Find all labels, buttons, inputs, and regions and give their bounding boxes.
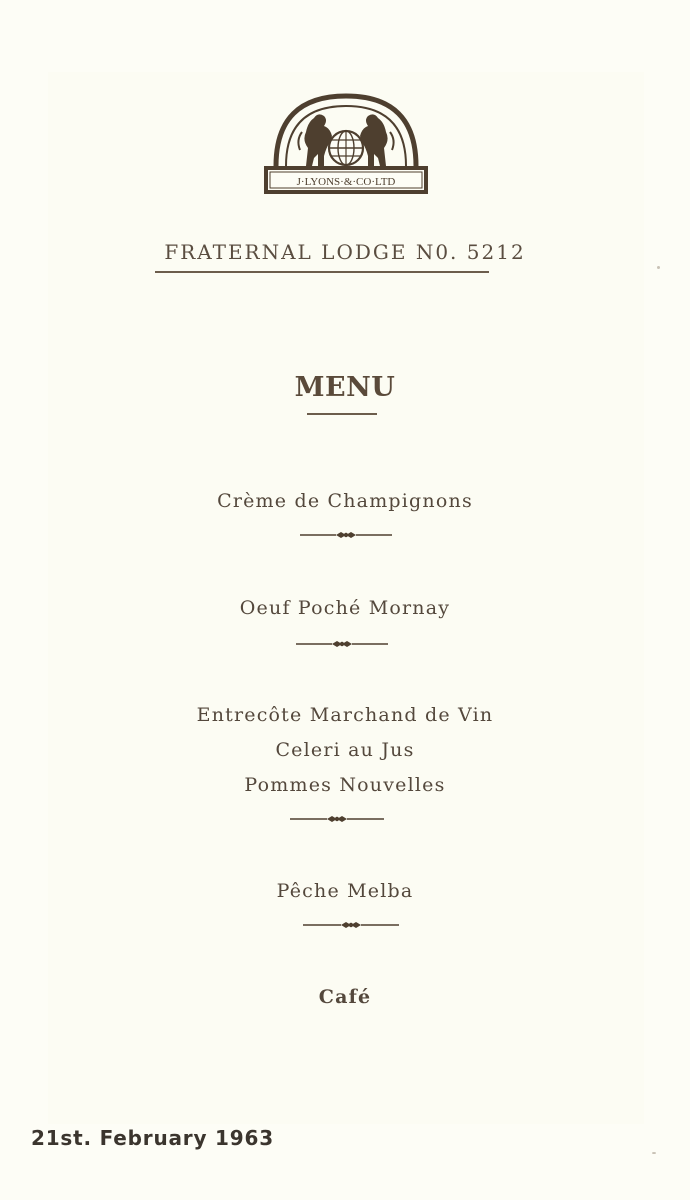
course-dessert bbox=[0, 874, 690, 909]
flourish-divider bbox=[296, 638, 388, 650]
course-line: Oeuf Poché Mornay bbox=[239, 597, 451, 619]
course-line: Crème de Champignons bbox=[217, 490, 473, 512]
menu-title-underline bbox=[307, 413, 377, 415]
menu-date: 21st. February 1963 bbox=[31, 1126, 274, 1150]
flourish-divider bbox=[300, 529, 392, 541]
lyons-crest-logo bbox=[262, 92, 430, 198]
course-line: Pommes Nouvelles bbox=[244, 774, 446, 796]
course-line: Pêche Melba bbox=[276, 880, 414, 902]
paper-speck bbox=[657, 266, 660, 269]
menu-title: MENU bbox=[294, 372, 396, 403]
course-line: Celeri au Jus bbox=[275, 739, 415, 761]
lodge-underline bbox=[155, 271, 489, 273]
course-coffee bbox=[0, 980, 690, 1015]
crest-lettering: J·LYONS·&·CO·LTD bbox=[296, 176, 396, 188]
course-line: Entrecôte Marchand de Vin bbox=[196, 704, 494, 726]
course-egg bbox=[0, 591, 690, 626]
flourish-divider bbox=[290, 813, 384, 825]
course-line: Café bbox=[318, 986, 372, 1008]
paper-speck bbox=[652, 1152, 656, 1154]
course-main bbox=[0, 698, 690, 803]
lodge-name: FRATERNAL LODGE N0. 5212 bbox=[164, 240, 526, 264]
course-soup bbox=[0, 484, 690, 519]
flourish-divider bbox=[303, 919, 399, 931]
